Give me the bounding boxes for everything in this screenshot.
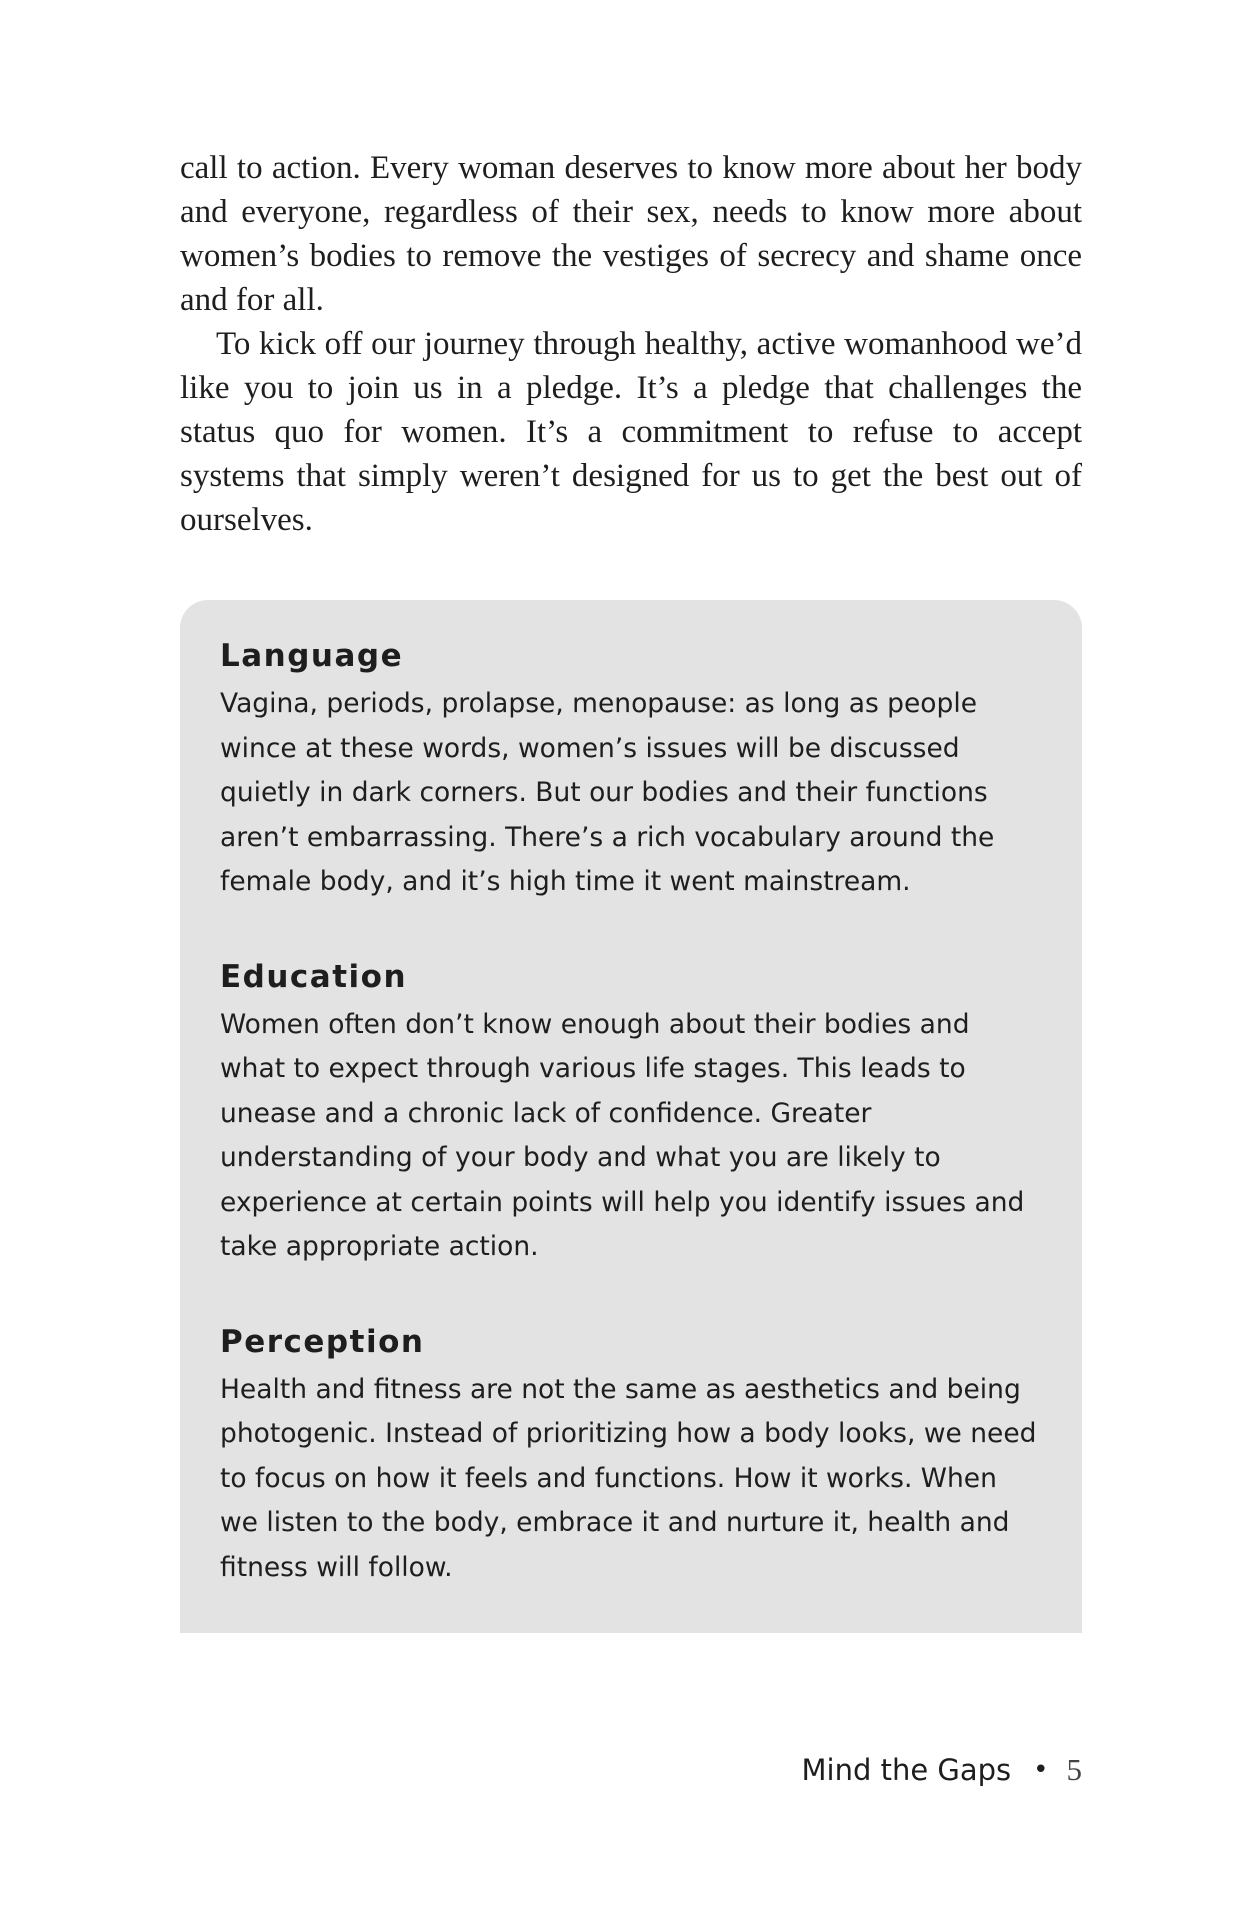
- pledge-box: [180, 600, 1082, 1633]
- body-paragraph-1: call to action. Every woman deserves to know more about her body and everyone, regardless of their sex, needs to know more about women’s bodies to remove the vestiges of secrecy and shame once and for all.: [180, 150, 1082, 318]
- body-paragraph-2: To kick off our journey through healthy, active womanhood we’d like you to join us in a pledge. It’s a pledge that challenges the status quo for women. It’s a commitment to refuse to accept systems that simply weren’t designed for us to get the best out of ourselves.: [180, 326, 1082, 538]
- pledge-heading-language: Language: [220, 638, 404, 674]
- running-chapter-title: Mind the Gaps: [801, 1753, 1012, 1787]
- footer-bullet: •: [1033, 1755, 1049, 1785]
- body-text: [180, 146, 1082, 542]
- page-number: 5: [1066, 1752, 1082, 1787]
- pledge-text-perception: Health and fitness are not the same as aesthetics and being photogenic. Instead of prioritizing how a body looks, we need to focus on how it feels and functions. How it works. When we listen to the body, embrace it and nurture it, health and fitness will follow.: [220, 1373, 1037, 1583]
- pledge-section-education: [220, 955, 1042, 1270]
- pledge-heading-education: Education: [220, 958, 408, 995]
- pledge-section-perception: [220, 1320, 1042, 1591]
- pledge-text-education: Women often don’t know enough about their bodies and what to expect through various life stages. This leads to unease and a chronic lack of confidence. Greater understanding of your body and what you are likely to experience at certain points will help you identify issues and take appropriate action.: [220, 1008, 1025, 1262]
- pledge-heading-perception: Perception: [220, 1323, 425, 1360]
- pledge-section-language: [220, 634, 1042, 905]
- pledge-text-language: Vagina, periods, prolapse, menopause: as long as people wince at these words, women’s issues will be discussed quietly in dark corners. But our bodies and their functions aren’t embarrassing. There’s a rich vocabulary around the female body, and it’s high time it went mainstream.: [220, 688, 995, 897]
- page-footer: [802, 1745, 1083, 1795]
